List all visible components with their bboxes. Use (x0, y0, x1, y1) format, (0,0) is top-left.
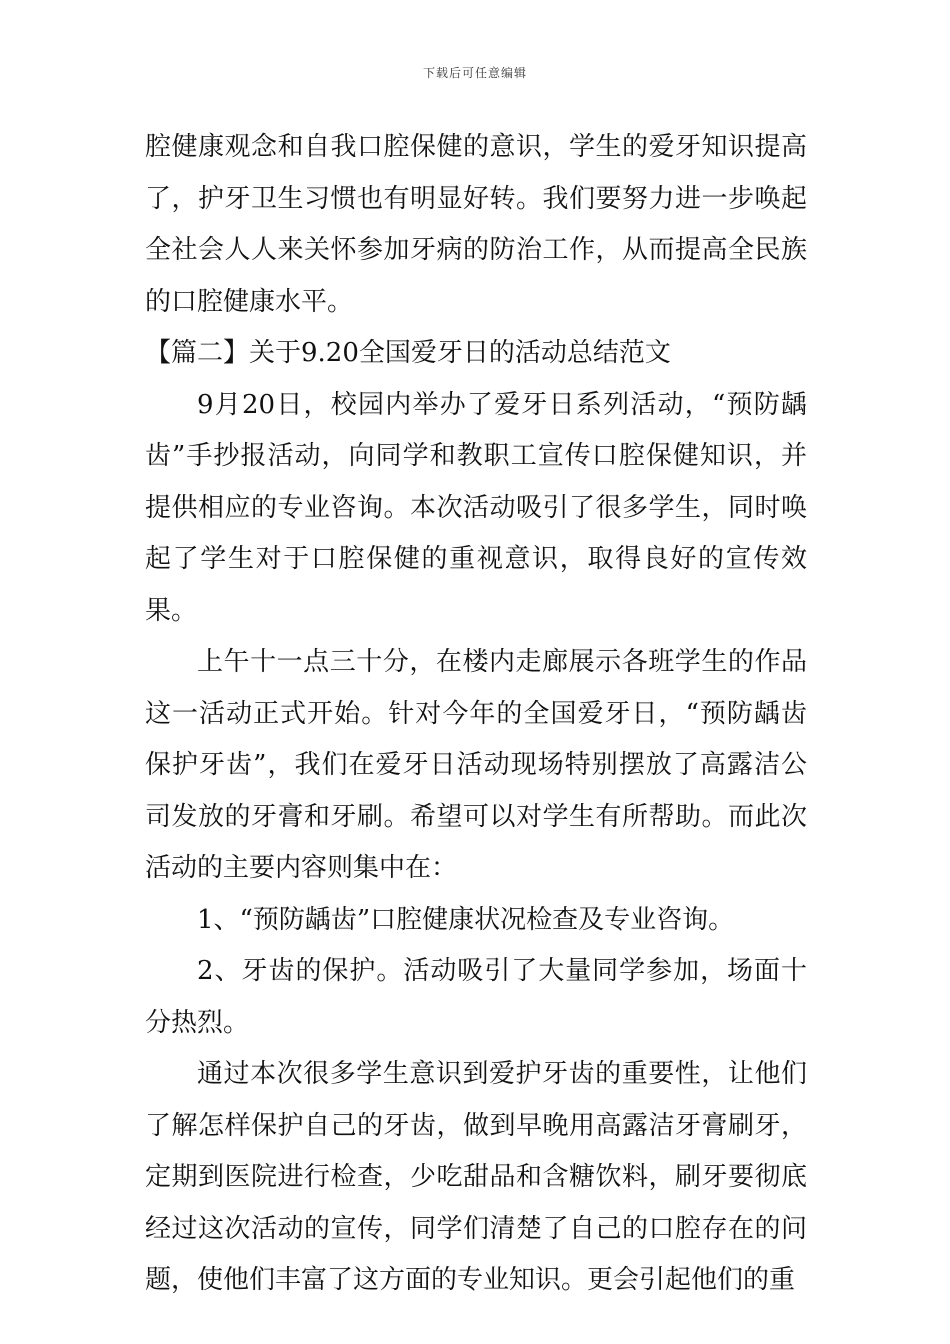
paragraph-continuation: 腔健康观念和自我口腔保健的意识，学生的爱牙知识提高了，护牙卫生习惯也有明显好转。我们要努力进一步唤起全社会人人来关怀参加牙病的防治工作，从而提高全民族的口腔健康水平。 (145, 132, 807, 317)
paragraph-event-details: 上午十一点三十分，在楼内走廊展示各班学生的作品这一活动正式开始。针对今年的全国爱牙日，“预防龋齿保护牙齿”，我们在爱牙日活动现场特别摆放了高露洁公司发放的牙膏和牙刷。希望可以对学生有所帮助。而此次活动的主要内容则集中在： (145, 647, 807, 883)
page-header-note: 下载后可任意编辑 (422, 66, 527, 80)
document-body (145, 122, 807, 1307)
section-heading: 【篇二】关于9.20全国爱牙日的活动总结范文 (145, 338, 671, 368)
list-item-1: 1、“预防龋齿”口腔健康状况检查及专业咨询。 (197, 904, 735, 935)
paragraph-event-intro: 9月20日，校园内举办了爱牙日系列活动，“预防龋齿”手抄报活动，向同学和教职工宣传口腔保健知识，并提供相应的专业咨询。本次活动吸引了很多学生，同时唤起了学生对于口腔保健的重视意识，取得良好的宣传效果。 (145, 389, 807, 626)
list-item-2: 2、牙齿的保护。活动吸引了大量同学参加，场面十分热烈。 (145, 956, 807, 1038)
paragraph-summary: 通过本次很多学生意识到爱护牙齿的重要性，让他们了解怎样保护自己的牙齿，做到早晚用高露洁牙膏刷牙，定期到医院进行检查，少吃甜品和含糖饮料，刷牙要彻底经过这次活动的宣传，同学们清楚了自己的口腔存在的问题，使他们丰富了这方面的专业知识。更会引起他们的重 (145, 1059, 807, 1295)
